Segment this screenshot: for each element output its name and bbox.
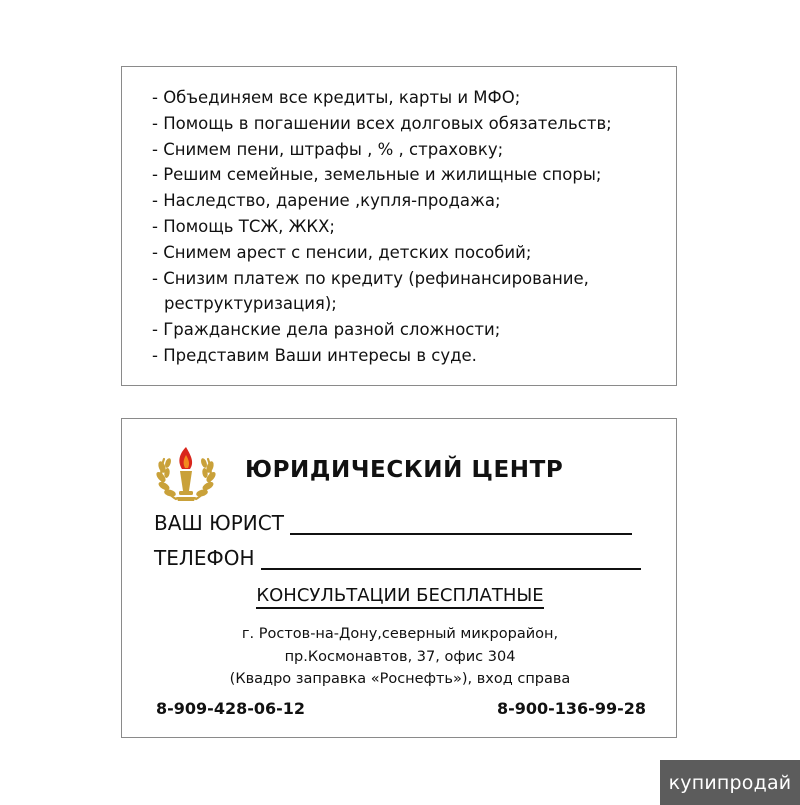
list-item: - Представим Ваши интересы в суде.	[152, 345, 477, 365]
phone-blank-line	[261, 548, 641, 570]
services-list	[152, 85, 672, 369]
lawyer-blank-line	[290, 513, 632, 535]
free-consultation	[122, 585, 678, 606]
phone-number-right: 8-900-136-99-28	[496, 699, 646, 718]
list-item: - Гражданские дела разной сложности;	[152, 320, 501, 340]
list-item: - Помощь в погашении всех долговых обязательств;	[152, 113, 612, 133]
services-card	[121, 66, 677, 386]
lawyer-label: ВАШ ЮРИСТ	[154, 511, 284, 535]
list-item: - Решим семейные, земельные и жилищные споры;	[152, 165, 602, 185]
list-item: - Помощь ТСЖ, ЖКХ;	[152, 216, 335, 236]
lawyer-field	[154, 511, 632, 535]
list-item: - Снизим платеж по кредиту (рефинансирование,	[152, 268, 589, 288]
list-item: - Объединяем все кредиты, карты и МФО;	[152, 88, 521, 107]
phone-field	[154, 546, 641, 570]
contact-card	[121, 418, 677, 738]
list-item-continuation-text: реструктуризация);	[164, 294, 337, 314]
address	[122, 623, 678, 691]
phone-label: ТЕЛЕФОН	[154, 546, 255, 570]
list-item: - Наследство, дарение ,купля-продажа;	[152, 191, 501, 211]
list-item: - Снимем арест с пенсии, детских пособий;	[152, 242, 532, 262]
org-name: ЮРИДИЧЕСКИЙ ЦЕНТР	[245, 457, 564, 483]
torch-laurel-icon	[154, 441, 218, 505]
list-item-continuation	[152, 291, 672, 317]
address-line: (Квадро заправка «Роснефть»), вход справа	[229, 671, 571, 687]
site-watermark: купипродай	[660, 760, 800, 805]
phone-number-left: 8-909-428-06-12	[156, 699, 306, 718]
list-item: - Снимем пени, штрафы , % , страховку;	[152, 139, 504, 159]
address-line: пр.Космонавтов, 37, офис 304	[284, 648, 516, 665]
free-consultation-text: КОНСУЛЬТАЦИИ БЕСПЛАТНЫЕ	[256, 585, 543, 609]
address-line: г. Ростов-на-Дону,северный микрорайон,	[241, 626, 559, 642]
